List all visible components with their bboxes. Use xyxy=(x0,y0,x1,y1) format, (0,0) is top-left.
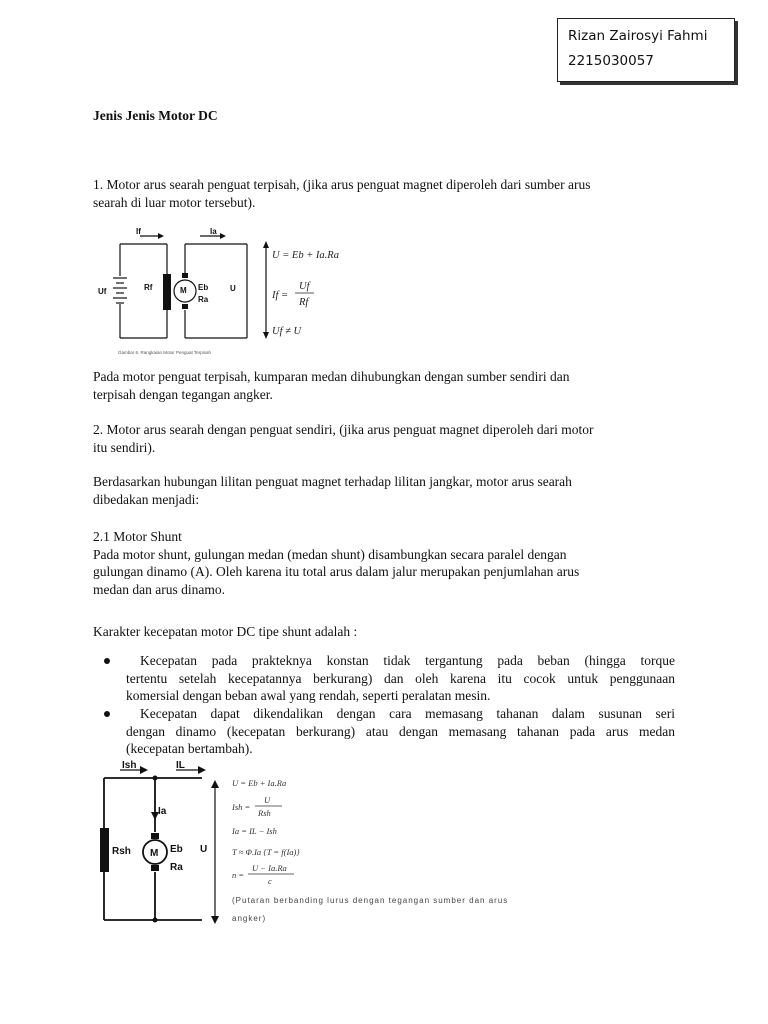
bullet-2-line-1: Kecepatan dapat dikendalikan dengan cara memasang tahanan dalam susunan seri xyxy=(140,706,675,721)
label-m: M xyxy=(180,286,187,295)
label-u: U xyxy=(200,844,208,855)
student-id: 2215030057 xyxy=(568,53,654,69)
fig2-eq-4: T ≈ Φ.Ia {T = f(Ia)} xyxy=(232,847,300,857)
label-il: IL xyxy=(176,760,185,771)
author-name: Rizan Zairosyi Fahmi xyxy=(568,28,708,44)
label-ish: Ish xyxy=(122,760,137,771)
label-eb: Eb xyxy=(170,844,183,855)
author-box xyxy=(557,18,735,82)
label-rf: Rf xyxy=(144,283,153,292)
label-if: If xyxy=(136,227,141,236)
shunt-line-2: gulungan dinamo (A). Oleh karena itu total arus dalam jalur merupakan penjumlahan arus xyxy=(93,564,580,579)
fig2-note-line-1: (Putaran berbanding lurus dengan tegangan sumber dan arus xyxy=(232,896,509,905)
bullet-item-2 xyxy=(126,705,675,758)
para-1-line-1: Pada motor penguat terpisah, kumparan medan dihubungkan dengan sumber sendiri dan xyxy=(93,369,570,384)
fig2-eq-5-num: U − Ia.Ra xyxy=(252,863,287,873)
section-2-line-2: itu sendiri). xyxy=(93,439,156,455)
fig2-eq-2-den: Rsh xyxy=(258,808,271,818)
figure-shunt-motor xyxy=(92,758,602,930)
bullet-dot xyxy=(104,658,110,664)
karakter-intro: Karakter kecepatan motor DC tipe shunt adalah : xyxy=(93,624,358,639)
fig2-note-line-2: angker) xyxy=(232,914,267,923)
bullet-2-line-2: dengan dinamo (kecepatan berkurang) atau dengan memasang tahanan pada arus medan xyxy=(126,723,675,739)
label-ia: Ia xyxy=(158,806,167,817)
shunt-line-1: Pada motor shunt, gulungan medan (medan shunt) disambungkan secara paralel dengan xyxy=(93,546,567,562)
fig1-eq-3: Uf ≠ U xyxy=(272,326,302,337)
fig1-eq-2-lhs: If = xyxy=(272,290,289,301)
fig2-eq-3: Ia = IL − Ish xyxy=(232,826,277,836)
para-1-line-2: terpisah dengan tegangan angker. xyxy=(93,386,273,402)
fig1-eq-2-num: Uf xyxy=(299,281,310,292)
bullet-1-line-2: tertentu setelah kecepatannya berkurang) dan oleh karena itu cocok untuk penggunaan xyxy=(126,670,675,686)
fig2-eq-5-lhs: n = xyxy=(232,870,245,880)
fig2-eq-2-num: U xyxy=(264,795,271,805)
shunt-line-3: medan dan arus dinamo. xyxy=(93,581,225,597)
bullet-dot xyxy=(104,711,110,717)
paragraph-separately-excited xyxy=(93,368,683,403)
shunt-section xyxy=(93,528,683,598)
fig2-eq-1: U = Eb + Ia.Ra xyxy=(232,778,287,788)
label-u: U xyxy=(230,284,236,293)
section-1-text xyxy=(93,176,683,211)
label-eb: Eb xyxy=(198,283,209,292)
field-winding-rf xyxy=(163,274,171,310)
figure-1-caption: Gambar 6. Rangkaian Motor Penguat Terpisah xyxy=(118,350,211,355)
page-title: Jenis Jenis Motor DC xyxy=(93,108,218,123)
bullet-item-1 xyxy=(126,652,675,705)
fig2-eq-2-lhs: Ish = xyxy=(232,802,251,812)
shunt-winding-rsh xyxy=(100,828,109,872)
label-rsh: Rsh xyxy=(112,846,131,857)
bullet-1-line-3: komersial dengan beban awal yang rendah, seperti peralatan mesin. xyxy=(126,688,491,703)
fig2-eq-5-den: c xyxy=(268,876,272,886)
bullet-1-line-1: Kecepatan pada prakteknya konstan tidak tergantung pada beban (hingga torque xyxy=(140,653,675,668)
label-m: M xyxy=(150,848,159,859)
label-ra: Ra xyxy=(198,295,209,304)
fig1-eq-2-den: Rf xyxy=(299,297,309,308)
para-2-line-2: dibedakan menjadi: xyxy=(93,491,200,507)
label-uf: Uf xyxy=(98,287,107,296)
figure-separately-excited-motor xyxy=(92,224,372,358)
section-2-line-1: 2. Motor arus searah dengan penguat sendiri, (jika arus penguat magnet diperoleh dari motor xyxy=(93,422,594,437)
paragraph-classification xyxy=(93,473,683,508)
section-2-text xyxy=(93,421,683,456)
section-1-line-1: 1. Motor arus searah penguat terpisah, (jika arus penguat magnet diperoleh dari sumber arus xyxy=(93,177,591,192)
para-2-line-1: Berdasarkan hubungan lilitan penguat magnet terhadap lilitan jangkar, motor arus searah xyxy=(93,474,572,489)
label-ia: Ia xyxy=(210,227,217,236)
label-ra: Ra xyxy=(170,862,183,873)
bullet-2-line-3: (kecepatan bertambah). xyxy=(126,741,253,756)
fig1-eq-1: U = Eb + Ia.Ra xyxy=(272,250,339,261)
shunt-heading: 2.1 Motor Shunt xyxy=(93,529,182,544)
section-1-line-2: searah di luar motor tersebut). xyxy=(93,194,256,210)
